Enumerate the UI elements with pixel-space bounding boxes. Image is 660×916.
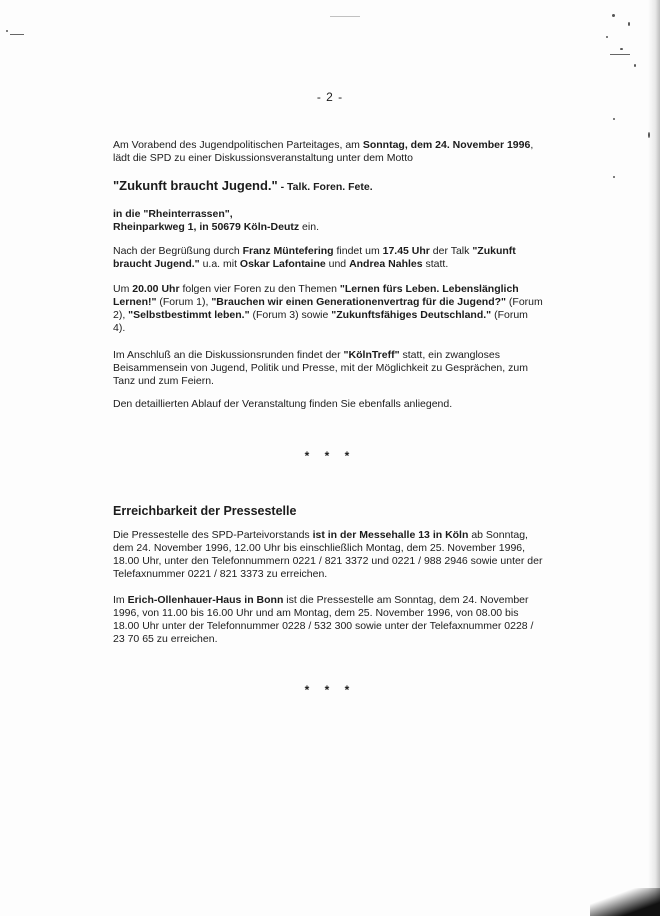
press-section-title: Erreichbarkeit der Pressestelle — [113, 504, 297, 518]
press-bonn-paragraph: Im Erich-Ollenhauer-Haus in Bonn ist die Pressestelle am Sonntag, dem 24. November 1996, von 11.00 bis 16.00 Uhr und am Montag, dem 25. November 1996, von 08.00 bis 18.00 Uhr unter der Telefonnummer 0228 / 532 300 sowie unter der Telefaxnummer 0228 / 23 70 65 zu erreichen. — [113, 594, 534, 645]
scan-speckle — [620, 48, 623, 50]
page-number: - 2 - — [316, 90, 344, 104]
scan-scratch — [10, 34, 24, 35]
scan-corner-fold — [590, 888, 660, 916]
scan-speckle — [606, 36, 608, 38]
press-koeln-paragraph: Die Pressestelle des SPD-Parteivorstands ist in der Messehalle 13 in Köln ab Sonntag, dem 24. November 1996, 12.00 Uhr bis einschließlich Montag, dem 25. November 1996, 18.00 Uhr, unter den Telefonnummern 0221 / 821 3372 und 0221 / 988 2946 sowie unter der Telefaxnummer 0221 / 821 3373 zu erreichen. — [113, 529, 543, 580]
greeting-paragraph: Nach der Begrüßung durch Franz Müntefering findet um 17.45 Uhr der Talk "Zukunft braucht Jugend." u.a. mit Oskar Lafontaine und Andrea Nahles statt. — [113, 245, 516, 270]
scan-scratch — [610, 54, 630, 55]
motto-subtitle: - Talk. Foren. Fete. — [277, 181, 373, 193]
scan-speckle — [613, 118, 615, 120]
scan-speckle — [648, 132, 650, 138]
scan-speckle — [634, 64, 636, 67]
scan-scratch — [330, 16, 360, 17]
scan-speckle — [612, 14, 615, 17]
forums-paragraph: Um 20.00 Uhr folgen vier Foren zu den Themen "Lernen fürs Leben. Lebenslänglich Lernen!" (Forum 1), "Brauchen wir einen Generationenvertrag für die Jugend?" (Forum 2), "Selbstbestimmt leben." (Forum 3) sowie "Zukunftsfähiges Deutschland." (Forum 4). — [113, 283, 543, 334]
intro-paragraph: Am Vorabend des Jugendpolitischen Parteitages, am Sonntag, dem 24. November 1996, lädt die SPD zu einer Diskussionsveranstaltung unter dem Motto — [113, 139, 534, 164]
venue-paragraph: in die "Rheinterrassen", Rheinparkweg 1, in 50679 Köln-Deutz ein. — [113, 208, 319, 233]
scan-speckle — [6, 30, 8, 32]
scan-speckle — [628, 22, 630, 26]
schedule-note: Den detaillierten Ablauf der Veranstaltung finden Sie ebenfalls anliegend. — [113, 398, 453, 410]
section-separator: * * * — [304, 449, 356, 463]
scan-speckle — [613, 176, 615, 178]
event-motto — [113, 179, 373, 194]
end-separator: * * * — [304, 683, 356, 697]
motto-title: "Zukunft braucht Jugend." — [113, 178, 278, 193]
koelntreff-paragraph: Im Anschluß an die Diskussionsrunden findet der "KölnTreff" statt, ein zwangloses Beisammensein von Jugend, Politik und Presse, mit der Möglichkeit zu Gesprächen, zum Tanz und zum Feiern. — [113, 349, 528, 387]
